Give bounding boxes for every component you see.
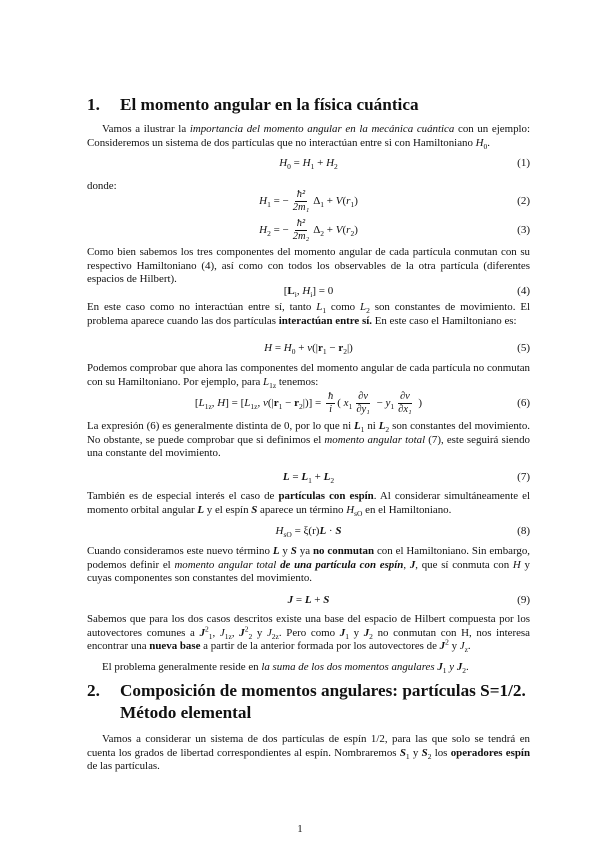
text-run: = − xyxy=(270,194,289,207)
text-run: con un ejemplo: Consideremos un sistema de dos partículas que no interactúan entre si con Hamiltoniano xyxy=(87,123,531,149)
italic-text: de una partícula con espín xyxy=(280,558,404,571)
italic-text: L xyxy=(301,471,309,483)
equation-body xyxy=(283,285,334,300)
italic-text: V xyxy=(335,223,343,236)
text-run: tenemos: xyxy=(276,375,319,388)
subscript: 1z xyxy=(269,380,277,390)
text-run: de las partículas. xyxy=(87,760,160,773)
italic-text: L xyxy=(360,301,367,313)
subscript: 1 xyxy=(322,306,327,316)
bold-text: operadores espín xyxy=(450,746,531,759)
equation-number: (3) xyxy=(517,224,530,236)
subscript: z xyxy=(464,645,468,655)
fraction xyxy=(354,391,372,416)
text-run: y cuyas componentes son constantes del movimiento. xyxy=(87,558,530,585)
text-run: ] = [ xyxy=(225,396,245,409)
italic-text: J xyxy=(219,626,225,639)
subscript: 2 xyxy=(350,228,355,238)
superscript: 2 xyxy=(205,623,209,633)
text-run: − xyxy=(373,396,386,409)
subscript: 2 xyxy=(343,347,347,357)
italic-text: S xyxy=(251,503,258,516)
text-run: + xyxy=(324,194,336,207)
text-run: y xyxy=(348,626,364,639)
italic-text: L xyxy=(319,525,327,537)
text-run: y xyxy=(448,640,460,653)
italic-text: J xyxy=(456,661,463,673)
subscript: 0 xyxy=(287,162,291,172)
text-run: (7), este seguirá siendo una constante del movimiento. xyxy=(87,433,530,460)
section-number: 1. xyxy=(87,95,100,114)
italic-text: H xyxy=(475,136,484,149)
text-run: (| xyxy=(267,396,274,409)
subscript: 2 xyxy=(369,631,373,641)
text-run: Cuando consideramos este nuevo término xyxy=(87,545,273,557)
text-run: = xyxy=(272,342,284,354)
italic-text: L xyxy=(272,545,280,557)
italic-text: J xyxy=(266,626,272,639)
paragraph xyxy=(87,362,530,389)
italic-text: y xyxy=(385,396,391,409)
bold-text: nueva base xyxy=(149,640,201,653)
italic-text: J xyxy=(363,626,370,639)
subscript: i xyxy=(310,290,313,300)
italic-text: L xyxy=(378,420,386,432)
subscript: 1 xyxy=(442,666,447,676)
text-run: no conmutan con H, nos interesa encontrar una xyxy=(87,626,531,653)
bold-text: r xyxy=(317,342,323,354)
bold-text: no conmutan xyxy=(313,545,375,557)
subscript: 2 xyxy=(462,666,467,676)
text-run: son constantes de movimiento. El problema aparece cuando las dos partículas xyxy=(87,301,531,327)
numerator: ħ² xyxy=(296,217,306,229)
denominator: i xyxy=(329,403,333,415)
italic-text: H xyxy=(279,157,288,169)
equation-body xyxy=(288,594,330,606)
subscript: 1 xyxy=(345,631,349,641)
italic-text: L xyxy=(197,503,205,516)
subscript: 2 xyxy=(427,751,432,761)
italic-text: J xyxy=(239,626,245,639)
italic-text: L xyxy=(354,420,361,432)
bold-text: interactúan entre sí. xyxy=(278,314,372,327)
equation-number: (2) xyxy=(517,195,530,207)
italic-text: J xyxy=(439,640,446,653)
italic-text: S xyxy=(290,545,297,557)
subscript: sO xyxy=(283,530,292,540)
italic-text: x xyxy=(343,396,349,409)
italic-text: importancia del momento angular en la mecánica cuántica xyxy=(189,123,455,135)
text-run: También es de especial interés el caso de xyxy=(87,490,279,502)
italic-text: J xyxy=(339,626,346,639)
italic-text: L xyxy=(282,471,290,483)
fraction xyxy=(291,218,311,243)
equation-number: (1) xyxy=(517,157,530,169)
subscript: 2z xyxy=(271,631,279,641)
subscript: 1 xyxy=(348,401,353,411)
italic-text: momento angular total xyxy=(174,558,277,571)
paragraph xyxy=(87,661,530,675)
text-run: . xyxy=(467,640,471,653)
italic-text: H xyxy=(283,342,292,354)
subscript: 2 xyxy=(299,401,303,411)
text-run: + xyxy=(295,342,308,354)
bold-text: r xyxy=(273,396,279,409)
text-run: y xyxy=(252,626,267,639)
paragraph xyxy=(87,613,530,654)
denominator: ∂x₁ xyxy=(398,403,412,415)
subscript: 1z xyxy=(204,401,212,411)
numerator: ∂v xyxy=(399,390,410,402)
subscript: 1 xyxy=(390,401,395,411)
text-run: ] = 0 xyxy=(312,285,334,297)
italic-text: H xyxy=(259,223,268,236)
equation-5 xyxy=(87,333,530,363)
subscript: sO xyxy=(354,508,363,518)
italic-text: H xyxy=(264,342,273,354)
equation-number: (5) xyxy=(517,342,530,354)
italic-text: H xyxy=(302,285,311,297)
equation-number: (4) xyxy=(517,285,530,297)
subscript: 2 xyxy=(334,162,338,172)
italic-text: J xyxy=(287,594,294,606)
text-run: y el espín xyxy=(204,503,252,516)
equation-body xyxy=(264,342,353,357)
text-run: · xyxy=(326,525,336,537)
subscript: 2 xyxy=(248,631,253,641)
section-title: Composición de momentos angulares: partículas S=1/2. Método elemental xyxy=(120,681,526,722)
text-run: ) xyxy=(354,194,358,207)
subscript: 2 xyxy=(267,228,271,238)
text-run: . xyxy=(466,661,469,673)
superscript: 2 xyxy=(445,637,449,647)
text-run: + xyxy=(311,471,324,483)
equation-body xyxy=(195,391,422,416)
bold-text: L xyxy=(287,285,295,297)
italic-text: J xyxy=(459,640,465,653)
text-run: En este caso como no interactúan entre sí, tanto xyxy=(87,301,317,313)
paragraph xyxy=(87,490,530,517)
italic-text: J xyxy=(437,661,443,673)
italic-text: L xyxy=(323,471,331,483)
subscript: 0 xyxy=(483,141,488,151)
page-number: 1 xyxy=(297,823,303,835)
numerator: ħ² xyxy=(296,188,306,200)
paragraph xyxy=(87,545,530,586)
text-run: = xyxy=(289,471,302,483)
italic-text: S xyxy=(323,594,330,606)
text-run: . Pero como xyxy=(278,626,340,639)
subscript: 1z xyxy=(250,401,258,411)
text-run: La expresión (6) es generalmente distinta de 0, por lo que ni xyxy=(87,420,355,432)
text-run: , xyxy=(296,285,303,297)
text-run: . Al considerar simultáneamente el momento orbital angular xyxy=(87,490,531,516)
italic-text: v xyxy=(263,396,268,409)
text-run: Δ xyxy=(313,194,321,207)
text-run: Podemos comprobar que ahora las componentes del momento angular de cada partícula no conmutan con su Hamiltoniano. Por ejemplo, para xyxy=(87,362,530,388)
text-run: = ξ(r) xyxy=(291,525,320,537)
text-run: + xyxy=(311,594,324,606)
text-run: |) xyxy=(346,342,353,354)
italic-text: H xyxy=(217,396,226,409)
subscript: i xyxy=(294,290,297,300)
italic-text: S xyxy=(399,746,406,759)
equation-6 xyxy=(87,388,530,418)
section-title: El momento angular en la física cuántica xyxy=(120,95,419,114)
italic-text: L xyxy=(263,375,270,388)
text-run: , xyxy=(403,558,410,571)
text-run: , xyxy=(231,626,240,639)
section-number: 2. xyxy=(87,681,100,700)
equation-1 xyxy=(87,148,530,178)
text-run: ( xyxy=(342,223,347,236)
italic-text: H xyxy=(302,157,311,169)
subscript: 1z xyxy=(224,631,232,641)
text-run: Como bien sabemos los tres componentes del momento angular de cada partícula conmutan con su respectivo Hamiltoniano (4), así como con todos los observables de la otra partícula (diferentes espacios de Hilbert). xyxy=(87,246,530,286)
subscript: 1 xyxy=(360,425,365,435)
text-run: ) xyxy=(354,223,358,236)
denominator: 2m₁ xyxy=(292,201,310,213)
equation-body xyxy=(275,525,342,540)
subscript: 1 xyxy=(208,631,213,641)
numerator: ∂v xyxy=(358,390,368,402)
text-run: Sabemos que para los dos casos descritos existe una base del espacio de Hilbert compuesta por los autovectores comunes a xyxy=(87,613,530,639)
equation-8 xyxy=(87,516,530,546)
text-run: [ xyxy=(283,285,288,297)
bold-text: r xyxy=(294,396,300,409)
text-run: Vamos a ilustrar la xyxy=(102,123,190,135)
subscript: 1 xyxy=(350,199,355,209)
equation-body xyxy=(279,157,338,172)
equation-body xyxy=(259,189,358,214)
subscript: 2 xyxy=(366,306,370,316)
text-run: son constantes del movimiento. No obstante, se puede comprobar que si definimos el xyxy=(87,420,531,446)
italic-text: r xyxy=(346,223,351,236)
equation-body xyxy=(259,218,358,243)
equation-body xyxy=(282,471,335,486)
text-run: , que sí conmuta con xyxy=(415,558,513,571)
fraction xyxy=(396,391,414,416)
paragraph xyxy=(87,420,530,461)
italic-text: H xyxy=(346,503,355,516)
equation-7 xyxy=(87,462,530,492)
text-run: + xyxy=(324,223,336,236)
text-run: El problema generalmente reside en xyxy=(102,661,262,673)
text-run: Vamos a considerar un sistema de dos partículas de espín 1/2, para las que solo se tendrá en cuenta los grados de libertad correspondientes al espín. Nombraremos xyxy=(87,733,530,759)
text-run: a partir de la anterior formada por los autovectores de xyxy=(200,640,440,653)
italic-text: S xyxy=(421,746,428,759)
italic-text: r xyxy=(346,194,351,207)
italic-text: y xyxy=(446,661,457,673)
text-run: = − xyxy=(270,223,289,236)
text-run: − xyxy=(282,396,295,409)
text-run: , xyxy=(257,396,263,409)
fraction xyxy=(291,189,311,214)
text-run: aparece un término xyxy=(257,503,347,516)
section-1-heading xyxy=(87,94,537,116)
numerator: ħ xyxy=(328,390,334,402)
subscript: 1 xyxy=(320,199,325,209)
text-run: [ xyxy=(194,396,199,409)
paragraph xyxy=(87,733,530,774)
bold-text: r xyxy=(338,342,344,354)
subscript: 1 xyxy=(267,199,271,209)
text-run: = xyxy=(293,594,305,606)
superscript: 2 xyxy=(244,623,249,633)
section-2-heading xyxy=(87,680,537,724)
equation-number: (6) xyxy=(517,397,530,409)
equation-3 xyxy=(87,215,530,245)
text-run: + xyxy=(314,157,327,169)
italic-text: L xyxy=(244,396,251,409)
fraction xyxy=(326,391,335,416)
text-run: , xyxy=(211,396,218,409)
text-run: En este caso el Hamiltoniano es: xyxy=(371,314,517,327)
equation-9 xyxy=(87,585,530,615)
italic-text: v xyxy=(307,342,313,354)
italic-text: H xyxy=(512,558,521,571)
italic-text: la suma de los dos momentos angulares xyxy=(261,661,438,673)
subscript: 2 xyxy=(385,425,390,435)
paragraph xyxy=(87,301,530,328)
text-run: ( xyxy=(342,194,347,207)
text-run: como xyxy=(326,301,361,313)
equation-number: (7) xyxy=(517,471,530,483)
text-run: − xyxy=(326,342,339,354)
italic-text: J xyxy=(199,626,206,639)
text-run: . xyxy=(487,136,490,149)
denominator: ∂y₁ xyxy=(356,403,370,415)
subscript: 2 xyxy=(320,228,325,238)
text-run: en el Hamiltoniano. xyxy=(362,503,452,516)
subscript: 0 xyxy=(291,347,296,357)
text-run: ( xyxy=(337,396,344,409)
subscript: 1 xyxy=(405,751,410,761)
text-run: los xyxy=(431,746,451,759)
text-run: ni xyxy=(364,420,379,432)
italic-text: H xyxy=(275,525,284,537)
italic-text: momento angular total xyxy=(324,433,426,446)
italic-text: L xyxy=(304,594,312,606)
italic-text: H xyxy=(326,157,335,169)
text-run: y xyxy=(409,746,422,759)
subscript: 2 xyxy=(330,476,335,486)
text-run: , xyxy=(212,626,220,639)
text-run: Δ xyxy=(313,223,321,236)
subscript: 1 xyxy=(308,476,312,486)
text-run: |)] = xyxy=(302,396,324,409)
text-run: donde: xyxy=(87,180,117,192)
text-run: (| xyxy=(312,342,318,354)
denominator: 2m₂ xyxy=(292,230,310,242)
paragraph xyxy=(87,123,530,150)
text-run: = xyxy=(290,157,303,169)
italic-text: L xyxy=(316,301,323,313)
equation-2 xyxy=(87,186,530,216)
text-run: y xyxy=(279,545,291,557)
italic-text: V xyxy=(335,194,343,207)
text-run: ) xyxy=(415,396,423,409)
equation-number: (9) xyxy=(517,594,530,606)
equation-number: (8) xyxy=(517,525,530,537)
italic-text: J xyxy=(409,558,416,571)
bold-text: partículas con espín xyxy=(278,490,374,502)
subscript: 1 xyxy=(310,162,315,172)
italic-text: S xyxy=(335,525,342,537)
text-run: ya xyxy=(296,545,313,557)
text-run: con el Hamiltoniano. Sin embargo, podemos definir el xyxy=(87,545,531,571)
italic-text: H xyxy=(259,194,268,207)
italic-text: L xyxy=(198,396,205,409)
subscript: 1 xyxy=(322,347,327,357)
subscript: 1 xyxy=(278,401,283,411)
